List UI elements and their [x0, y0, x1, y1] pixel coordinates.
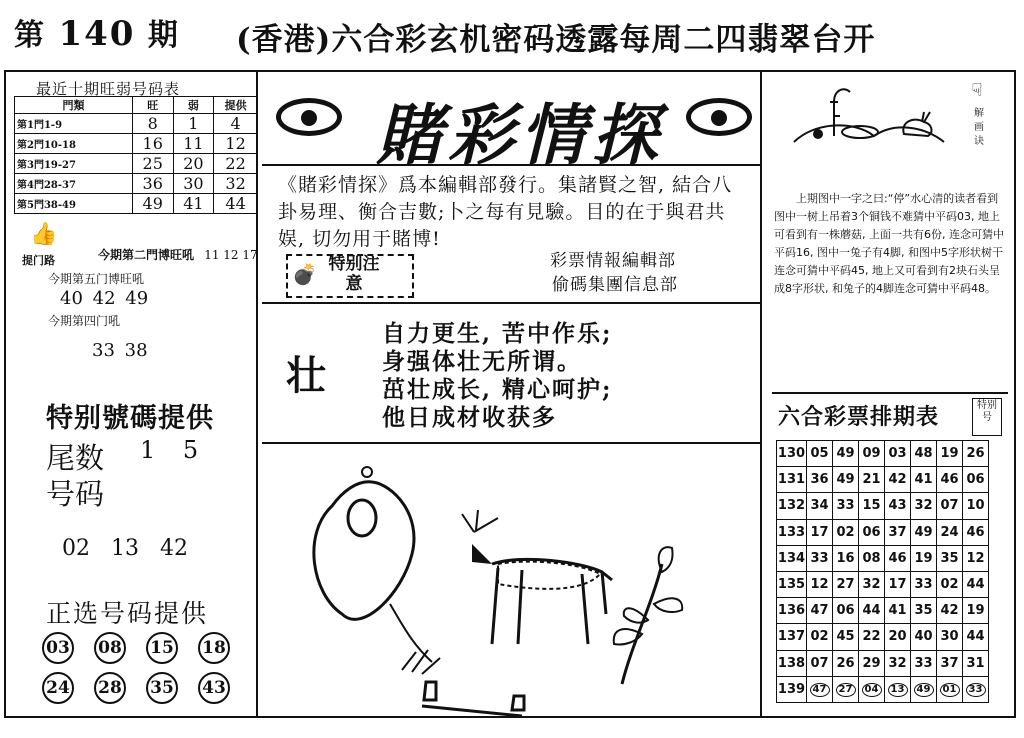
schedule-number-cell: 36 [807, 467, 833, 493]
schedule-number-cell: 40 [911, 624, 937, 650]
door2-tip [98, 246, 258, 263]
schedule-number-cell: 33 [911, 571, 937, 597]
riddle-label: 解画诀 [971, 107, 983, 149]
stats-row [15, 174, 258, 194]
schedule-number-cell: 15 [859, 493, 885, 519]
stats-cell: 第2門10-18 [15, 134, 133, 154]
intro-text: 《賭彩情探》爲本編輯部發行。集諸賢之智, 結合八卦易理、衡合吉數;卜之每有見驗。目的在于與君共娱, 切勿用于賭博! [278, 174, 733, 250]
schedule-number-cell: 33 [911, 650, 937, 676]
schedule-number-cell: 07 [937, 493, 963, 519]
eye-icon [686, 98, 752, 136]
schedule-number-cell: 27 [833, 571, 859, 597]
schedule-number-cell [911, 676, 937, 702]
schedule-number-cell: 43 [885, 493, 911, 519]
left-column [6, 72, 258, 716]
bomb-icon: 💣 [292, 262, 317, 286]
riddle-picture [774, 72, 954, 156]
schedule-row [777, 624, 989, 650]
schedule-section [772, 392, 1008, 704]
schedule-number-cell: 42 [937, 598, 963, 624]
schedule-number-cell: 45 [833, 624, 859, 650]
schedule-number-cell: 30 [937, 624, 963, 650]
schedule-number-cell: 06 [963, 467, 989, 493]
schedule-number-cell: 46 [885, 545, 911, 571]
tip-label: 提门路 [22, 254, 55, 267]
stats-header: 旺 [132, 97, 173, 114]
stats-cell: 36 [132, 174, 173, 194]
schedule-number: 49 [914, 683, 934, 697]
poem-section [262, 304, 762, 444]
issue-suffix: 期 [147, 18, 180, 53]
picks-grid [42, 632, 252, 704]
stats-header: 弱 [173, 97, 214, 114]
pick-number: 35 [146, 672, 178, 704]
schedule-number-cell: 44 [859, 598, 885, 624]
stats-row [15, 134, 258, 154]
schedule-row [777, 650, 989, 676]
middle-column [262, 72, 762, 716]
credit-editorial: 彩票情報編輯部 [550, 251, 676, 271]
schedule-issue-cell: 136 [777, 598, 807, 624]
schedule-row [777, 545, 989, 571]
stats-cell: 30 [173, 174, 214, 194]
right-column [766, 72, 1014, 716]
schedule-row [777, 676, 989, 702]
credit-group: 偷碼集團信息部 [552, 275, 678, 295]
schedule-number: 04 [862, 683, 882, 697]
schedule-number-cell: 02 [937, 571, 963, 597]
door2-numbers: 11 12 17 [204, 248, 258, 262]
schedule-issue-cell: 132 [777, 493, 807, 519]
schedule-number-cell: 06 [859, 519, 885, 545]
schedule-number-cell [885, 676, 911, 702]
masthead-title: 賭彩情探 [376, 96, 664, 174]
schedule-number-cell: 33 [833, 493, 859, 519]
schedule-number-cell: 37 [937, 650, 963, 676]
schedule-row [777, 493, 989, 519]
door2-label: 今期第二門博旺吼 [98, 248, 195, 262]
stats-cell: 11 [173, 134, 214, 154]
schedule-number-cell: 41 [911, 467, 937, 493]
stats-cell: 第1門1-9 [15, 114, 133, 134]
schedule-number-cell: 35 [937, 545, 963, 571]
pointing-hand-icon: ☟ [971, 80, 983, 101]
schedule-number-cell: 16 [833, 545, 859, 571]
schedule-row [777, 571, 989, 597]
tail-values: 1 5 [140, 436, 199, 464]
special-title: 特别號碼提供 [46, 403, 214, 434]
schedule-issue-cell: 135 [777, 571, 807, 597]
schedule-number-cell: 20 [885, 624, 911, 650]
schedule-number-cell: 32 [911, 493, 937, 519]
schedule-number-cell: 44 [963, 624, 989, 650]
pick-number: 03 [42, 632, 74, 664]
schedule-row [777, 441, 989, 467]
stats-title: 最近十期旺弱号码表 [36, 80, 181, 98]
issue-prefix: 第 [14, 18, 46, 53]
poem-line: 自力更生, 苦中作乐; [382, 320, 613, 347]
schedule-issue-cell: 137 [777, 624, 807, 650]
stats-header: 門類 [15, 97, 133, 114]
intro-section [262, 166, 762, 304]
schedule-number-cell: 17 [807, 519, 833, 545]
schedule-number-cell: 31 [963, 650, 989, 676]
poem-key-character: 壮 [286, 352, 326, 399]
stats-row [15, 114, 258, 134]
pick-number: 18 [198, 632, 230, 664]
schedule-issue-cell: 133 [777, 519, 807, 545]
schedule-number-cell: 06 [833, 598, 859, 624]
door4-label: 今期第四门吼 [48, 314, 121, 328]
schedule-number-cell: 19 [937, 441, 963, 467]
stats-cell: 44 [214, 194, 258, 214]
masthead [262, 72, 762, 174]
eye-icon [276, 98, 342, 136]
stats-cell: 41 [173, 194, 214, 214]
schedule-number: 13 [888, 683, 908, 697]
stats-cell: 20 [173, 154, 214, 174]
schedule-row [777, 519, 989, 545]
schedule-number-cell: 29 [859, 650, 885, 676]
schedule-number-cell: 46 [963, 519, 989, 545]
schedule-number-cell: 03 [885, 441, 911, 467]
schedule-number-cell [937, 676, 963, 702]
schedule-number-cell: 02 [833, 519, 859, 545]
riddle-illustration [262, 444, 762, 716]
schedule-number-cell: 33 [807, 545, 833, 571]
stats-row [15, 194, 258, 214]
schedule-number-cell: 32 [885, 650, 911, 676]
schedule-number-cell: 49 [911, 519, 937, 545]
stats-header: 提供 [214, 97, 258, 114]
headline: (香港)六合彩玄机密码透露每周二四翡翠台开 [236, 22, 876, 58]
schedule-number-cell: 42 [885, 467, 911, 493]
pick-number: 08 [94, 632, 126, 664]
schedule-number-cell: 41 [885, 598, 911, 624]
stats-cell: 第3門19-27 [15, 154, 133, 174]
schedule-number-cell: 32 [859, 571, 885, 597]
schedule-number-cell [807, 676, 833, 702]
schedule-number-cell: 35 [911, 598, 937, 624]
schedule-number-cell: 49 [833, 467, 859, 493]
schedule-issue-cell: 139 [777, 676, 807, 702]
stats-cell: 49 [132, 194, 173, 214]
page-header [0, 0, 1024, 66]
poem-line: 身强体壮无所谓。 [382, 348, 582, 375]
schedule-number-cell: 44 [963, 571, 989, 597]
pick-number: 24 [42, 672, 74, 704]
schedule-number-cell [833, 676, 859, 702]
stats-cell: 12 [214, 134, 258, 154]
picks-title: 正选号码提供 [46, 599, 209, 628]
schedule-number-cell: 26 [833, 650, 859, 676]
schedule-number-cell: 46 [937, 467, 963, 493]
schedule-number-cell: 10 [963, 493, 989, 519]
schedule-number-cell: 24 [937, 519, 963, 545]
schedule-number-cell [963, 676, 989, 702]
riddle-explanation: 上期图中一字之曰:“停”水心清的读者看到图中一树上吊着3个铜钱不难猜中平码03, 地上可看到有一株蘑菇, 上面一共有6份, 连念可猜中平码16, 图中一兔子有4脚, 和图中5字形状树干连念可猜中平码45, 地上又可看到有2块石头呈成8字形状, 和兔子的4脚连念可猜中平码48。 [774, 192, 1004, 295]
notice-text: 特别注意 [328, 254, 380, 294]
schedule-number-cell [859, 676, 885, 702]
thumbs-up-icon: 👍 [30, 222, 58, 247]
schedule-number-cell: 49 [833, 441, 859, 467]
riddle-drawing [262, 444, 762, 716]
schedule-table [776, 440, 989, 703]
schedule-number-cell: 22 [859, 624, 885, 650]
schedule-number-cell: 12 [807, 571, 833, 597]
schedule-number-cell: 08 [859, 545, 885, 571]
schedule-row [777, 598, 989, 624]
stats-cell: 22 [214, 154, 258, 174]
schedule-number-cell: 12 [963, 545, 989, 571]
poem-line: 茁壮成长, 精心呵护; [382, 376, 613, 403]
tail-label: 尾数 [46, 441, 105, 475]
stats-cell: 25 [132, 154, 173, 174]
stats-cell: 4 [214, 114, 258, 134]
code-label: 号码 [46, 477, 105, 511]
schedule-number-cell: 02 [807, 624, 833, 650]
schedule-number: 33 [966, 683, 986, 697]
issue-value: 140 [58, 14, 136, 54]
door5-label: 今期第五门博旺吼 [48, 272, 145, 286]
stats-cell: 第5門38-49 [15, 194, 133, 214]
schedule-number-cell: 05 [807, 441, 833, 467]
pick-number: 28 [94, 672, 126, 704]
schedule-number-cell: 48 [911, 441, 937, 467]
stats-table [14, 96, 258, 214]
schedule-number-cell: 37 [885, 519, 911, 545]
schedule-number-cell: 34 [807, 493, 833, 519]
schedule-number-cell: 19 [911, 545, 937, 571]
stats-header-row [15, 97, 258, 114]
schedule-title: 六合彩票排期表 [778, 405, 940, 430]
schedule-number: 47 [810, 683, 830, 697]
poem-line: 他日成材收获多 [382, 404, 557, 431]
schedule-issue-cell: 131 [777, 467, 807, 493]
schedule-number-cell: 17 [885, 571, 911, 597]
stats-cell: 1 [173, 114, 214, 134]
schedule-number-cell: 19 [963, 598, 989, 624]
poem-lines [382, 320, 613, 432]
schedule-issue-cell: 134 [777, 545, 807, 571]
schedule-number-cell: 26 [963, 441, 989, 467]
issue-number [14, 10, 180, 54]
stats-row [15, 154, 258, 174]
pick-number: 43 [198, 672, 230, 704]
schedule-issue-cell: 138 [777, 650, 807, 676]
door5-numbers: 40 42 49 [60, 288, 149, 309]
schedule-number-cell: 09 [859, 441, 885, 467]
stats-cell: 第4門28-37 [15, 174, 133, 194]
schedule-number-cell: 47 [807, 598, 833, 624]
riddle-side-label [962, 80, 992, 153]
schedule-number: 27 [836, 683, 856, 697]
schedule-special-label: 特别号 [972, 398, 1002, 436]
stats-cell: 8 [132, 114, 173, 134]
door4-numbers: 33 38 [92, 340, 148, 361]
schedule-number-cell: 21 [859, 467, 885, 493]
pick-number: 15 [146, 632, 178, 664]
stats-cell: 32 [214, 174, 258, 194]
schedule-number: 01 [940, 683, 960, 697]
schedule-row [777, 467, 989, 493]
stats-cell: 16 [132, 134, 173, 154]
code-values: 02 13 42 [62, 536, 188, 561]
schedule-number-cell: 07 [807, 650, 833, 676]
schedule-issue-cell: 130 [777, 441, 807, 467]
